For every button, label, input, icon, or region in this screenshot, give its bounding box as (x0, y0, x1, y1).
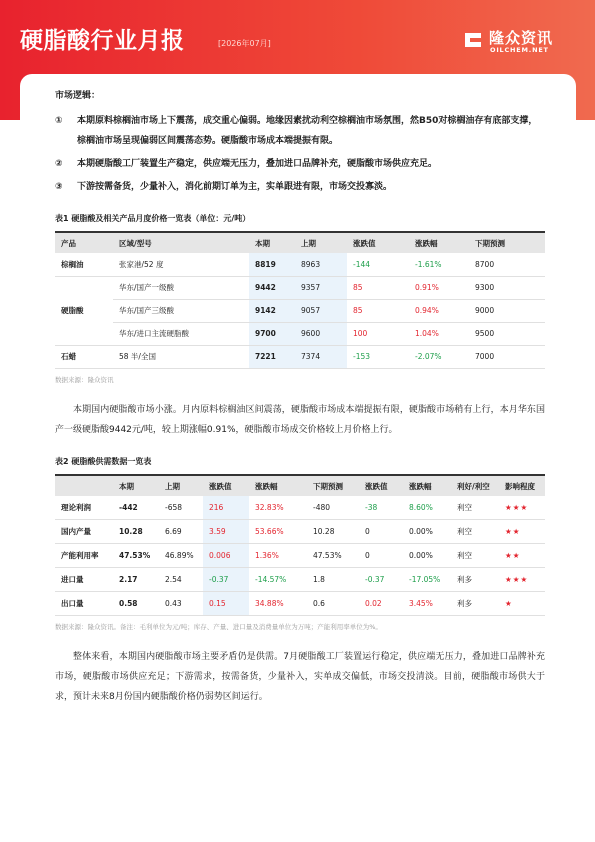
logo-mark-icon (462, 29, 484, 51)
cell-forecast: 10.28 (307, 520, 359, 544)
cell-degree: ★ (499, 592, 545, 616)
table2-caption: 表2 硬脂酸供需数据一览表 (55, 456, 152, 466)
table-row (55, 253, 545, 276)
col-header: 上期 (165, 481, 180, 491)
cell-change: 85 (347, 299, 409, 322)
cell-forecast-pct: 3.45% (403, 592, 451, 616)
cell-change: 85 (347, 276, 409, 299)
cell-current: 9442 (249, 276, 295, 299)
cell-forecast: 1.8 (307, 568, 359, 592)
cell-forecast: 9500 (469, 322, 545, 345)
col-header: 上期 (301, 239, 316, 248)
cell-pct: -1.61% (409, 253, 469, 276)
report-body (55, 88, 545, 707)
col-header: 产品 (61, 239, 76, 248)
logic-item (55, 154, 545, 174)
cell-change: -153 (347, 345, 409, 368)
cell-forecast: -480 (307, 496, 359, 520)
cell-region: 华东/国产三级酸 (113, 299, 249, 322)
cell-label: 出口量 (55, 592, 113, 616)
cell-degree: ★★★ (499, 496, 545, 520)
cell-previous: 2.54 (159, 568, 203, 592)
cell-forecast: 47.53% (307, 544, 359, 568)
table-row (55, 322, 545, 345)
cell-previous: 0.43 (159, 592, 203, 616)
logo-text-cn: 隆众资讯 (489, 29, 554, 47)
col-header (55, 475, 113, 496)
cell-forecast-pct: -17.05% (403, 568, 451, 592)
report-date: [2026年07月] (218, 39, 271, 48)
col-header: 涨跌幅 (255, 481, 278, 491)
cell-forecast-pct: 8.60% (403, 496, 451, 520)
cell-change: 3.59 (203, 520, 249, 544)
cell-change: 0.006 (203, 544, 249, 568)
cell-forecast: 7000 (469, 345, 545, 368)
logic-item-num: ① (55, 116, 63, 126)
cell-current: 0.58 (113, 592, 159, 616)
logic-item (55, 111, 545, 151)
table-row (55, 568, 545, 592)
logic-item-num: ② (55, 159, 63, 169)
cell-forecast-pct: 0.00% (403, 544, 451, 568)
cell-product: 棕榈油 (55, 253, 113, 276)
cell-forecast-change: -0.37 (359, 568, 403, 592)
table-row (55, 544, 545, 568)
logo-text-en: OILCHEM.NET (490, 46, 549, 54)
cell-current: 10.28 (113, 520, 159, 544)
logic-item-text: 下游按需备货，少量补入，消化前期订单为主，实单跟进有限，市场交投寡淡。 (77, 182, 393, 192)
market-logic-heading: 市场逻辑： (55, 91, 101, 101)
cell-current: 7221 (249, 345, 295, 368)
cell-change: 216 (203, 496, 249, 520)
table1-caption: 表1 硬脂酸及相关产品月度价格一览表（单位：元/吨） (55, 214, 251, 223)
cell-pct: 53.66% (249, 520, 307, 544)
logic-item-text: 本期原料棕榈油市场上下震荡，成交重心偏弱。地缘因素扰动利空棕榈油市场氛围，然B50对棕榈油存有底部支撑，棕榈油市场呈现偏弱区间震荡态势。硬脂酸市场成本端提振有限。 (77, 116, 538, 146)
cell-previous: 9057 (295, 299, 347, 322)
col-header: 影响程度 (505, 481, 535, 491)
cell-current: 47.53% (113, 544, 159, 568)
table-row (55, 520, 545, 544)
table-row (55, 496, 545, 520)
cell-previous: -658 (159, 496, 203, 520)
table-row (55, 299, 545, 322)
cell-pct: 32.83% (249, 496, 307, 520)
cell-region: 华东/国产一级酸 (113, 276, 249, 299)
summary-paragraph-1: 本期国内硬脂酸市场小涨。月内原料棕榈油区间震荡，硬脂酸市场成本端提振有限，硬脂酸市场稍有上行，本月华东国产一级硬脂酸9442元/吨，较上期涨幅0.91%，硬脂酸市场成交价格较上月价格上行。 (55, 404, 545, 435)
col-header: 涨跌值 (209, 481, 232, 491)
col-header: 涨跌幅 (415, 239, 438, 248)
cell-degree: ★★★ (499, 568, 545, 592)
cell-pct: 1.04% (409, 322, 469, 345)
cell-previous: 7374 (295, 345, 347, 368)
cell-change: 100 (347, 322, 409, 345)
cell-forecast-change: 0 (359, 520, 403, 544)
price-table (55, 231, 545, 369)
cell-impact: 利空 (451, 496, 499, 520)
cell-product: 石蜡 (55, 345, 113, 368)
table1-source: 数据来源：隆众资讯 (55, 375, 114, 384)
table2-source: 数据来源：隆众资讯。备注：毛利单位为元/吨；库存、产量、进口量及消费量单位为万吨；产能利用率单位为%。 (55, 623, 382, 631)
cell-change: -144 (347, 253, 409, 276)
cell-current: -442 (113, 496, 159, 520)
cell-previous: 9357 (295, 276, 347, 299)
cell-current: 9700 (249, 322, 295, 345)
table-row (55, 345, 545, 368)
cell-forecast-pct: 0.00% (403, 520, 451, 544)
cell-forecast-change: -38 (359, 496, 403, 520)
cell-region: 张家港/52 度 (113, 253, 249, 276)
supply-demand-table (55, 474, 545, 617)
cell-forecast: 9300 (469, 276, 545, 299)
summary-paragraph-2: 整体来看，本期国内硬脂酸市场主要矛盾仍是供需。7月硬脂酸工厂装置运行稳定，供应端无压力，叠加进口品牌补充市场，硬脂酸市场供应充足；下游需求，按需备货，少量补入，实单成交偏低，市场交投清淡。目前，硬脂酸市场供大于求，预计未来8月份国内硬脂酸价格仍弱势区间运行。 (55, 652, 545, 702)
cell-previous: 6.69 (159, 520, 203, 544)
cell-region: 58 半/全国 (113, 345, 249, 368)
logic-item-text: 本期硬脂酸工厂装置生产稳定，供应端无压力，叠加进口品牌补充，硬脂酸市场供应充足。 (77, 159, 438, 169)
cell-pct: 0.91% (409, 276, 469, 299)
cell-pct: 1.36% (249, 544, 307, 568)
col-header: 涨跌值 (353, 239, 376, 248)
col-header: 涨跌幅 (409, 481, 432, 491)
table-header-row (55, 232, 545, 253)
cell-impact: 利空 (451, 544, 499, 568)
col-header: 本期 (119, 481, 134, 491)
cell-degree: ★★ (499, 520, 545, 544)
cell-impact: 利多 (451, 568, 499, 592)
table-row (55, 276, 545, 299)
col-header: 利好/利空 (457, 481, 490, 491)
cell-label: 产能利用率 (55, 544, 113, 568)
col-header: 区域/型号 (119, 239, 152, 248)
report-title: 硬脂酸行业月报 (20, 28, 185, 54)
cell-previous: 9600 (295, 322, 347, 345)
cell-forecast-change: 0.02 (359, 592, 403, 616)
cell-previous: 8963 (295, 253, 347, 276)
table-row (55, 592, 545, 616)
cell-previous: 46.89% (159, 544, 203, 568)
cell-pct: 0.94% (409, 299, 469, 322)
cell-label: 国内产量 (55, 520, 113, 544)
logic-item (55, 177, 545, 197)
cell-forecast-change: 0 (359, 544, 403, 568)
cell-current: 2.17 (113, 568, 159, 592)
cell-pct: 34.88% (249, 592, 307, 616)
col-header: 下期预测 (475, 239, 505, 248)
cell-impact: 利空 (451, 520, 499, 544)
cell-degree: ★★ (499, 544, 545, 568)
cell-product: 硬脂酸 (55, 276, 113, 345)
cell-pct: -2.07% (409, 345, 469, 368)
logic-item-num: ③ (55, 182, 63, 192)
cell-label: 理论利润 (55, 496, 113, 520)
cell-change: 0.15 (203, 592, 249, 616)
cell-impact: 利多 (451, 592, 499, 616)
cell-current: 8819 (249, 253, 295, 276)
cell-pct: -14.57% (249, 568, 307, 592)
cell-forecast: 9000 (469, 299, 545, 322)
cell-forecast: 0.6 (307, 592, 359, 616)
col-header: 涨跌值 (365, 481, 388, 491)
table-header-row (55, 475, 545, 496)
cell-current: 9142 (249, 299, 295, 322)
col-header: 下期预测 (313, 481, 343, 491)
cell-region: 华东/进口主流硬脂酸 (113, 322, 249, 345)
cell-label: 进口量 (55, 568, 113, 592)
col-header: 本期 (255, 239, 270, 248)
cell-forecast: 8700 (469, 253, 545, 276)
cell-change: -0.37 (203, 568, 249, 592)
oilchem-logo (462, 27, 572, 57)
